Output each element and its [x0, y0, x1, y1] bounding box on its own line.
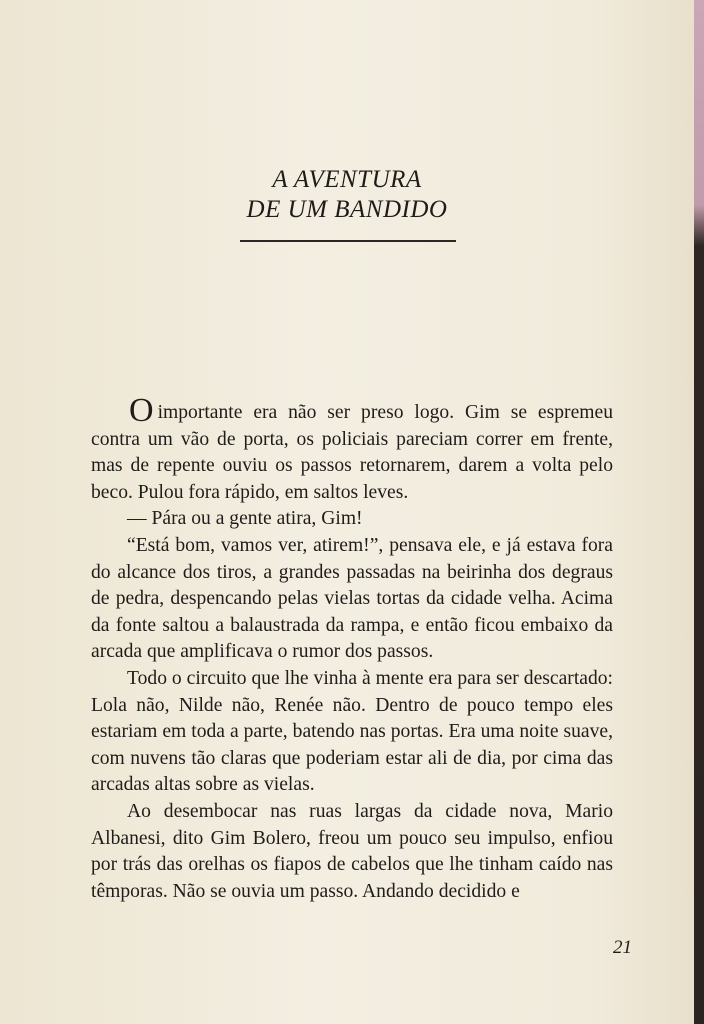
paragraph-2: — Pára ou a gente atira, Gim!	[127, 508, 363, 530]
paragraph-5: Ao desembocar nas ruas largas da cidade nova, Mario Albanesi, dito Gim Bolero, freou um pouco seu impulso, enfiou por trás das orelhas os fiapos de cabelos que lhe tinham caído nas têmporas. Não se ouvia um passo. Andando decidido e	[91, 800, 613, 902]
paragraph-4: Todo o circuito que lhe vinha à mente era para ser descartado: Lola não, Nilde não, Renée não. Dentro de pouco tempo eles estariam em toda a parte, batendo nas portas. Era uma noite suave, com nuvens tão claras que poderiam estar ali de dia, por cima das arcadas altas sobre as vielas.	[91, 667, 613, 796]
paragraph-3: “Está bom, vamos ver, atirem!”, pensava ele, e já estava fora do alcance dos tiros, a grandes passadas na beirinha dos degraus de pedra, despencando pelas vielas tortas da cidade velha. Acima da fonte saltou a balaustrada da rampa, e então ficou embaixo da arcada que amplificava o rumor dos passos.	[91, 534, 613, 663]
title-underline-rule	[240, 240, 456, 242]
paragraph-1-text: importante era não ser preso logo. Gim se espremeu contra um vão de porta, os policiais pareciam correr em frente, mas de repente ouviu os passos retornarem, darem a volta pelo beco. Pulou fora rápido, em saltos leves.	[91, 402, 613, 503]
chapter-title-line-2: DE UM BANDIDO	[246, 196, 448, 223]
drop-cap-letter: O	[129, 392, 154, 429]
adjacent-page-edge	[694, 0, 704, 1024]
chapter-title-line-1: A AVENTURA	[272, 166, 422, 193]
paragraph-1	[91, 392, 613, 506]
page-number: 21	[613, 937, 632, 958]
chapter-body-text	[91, 392, 613, 905]
